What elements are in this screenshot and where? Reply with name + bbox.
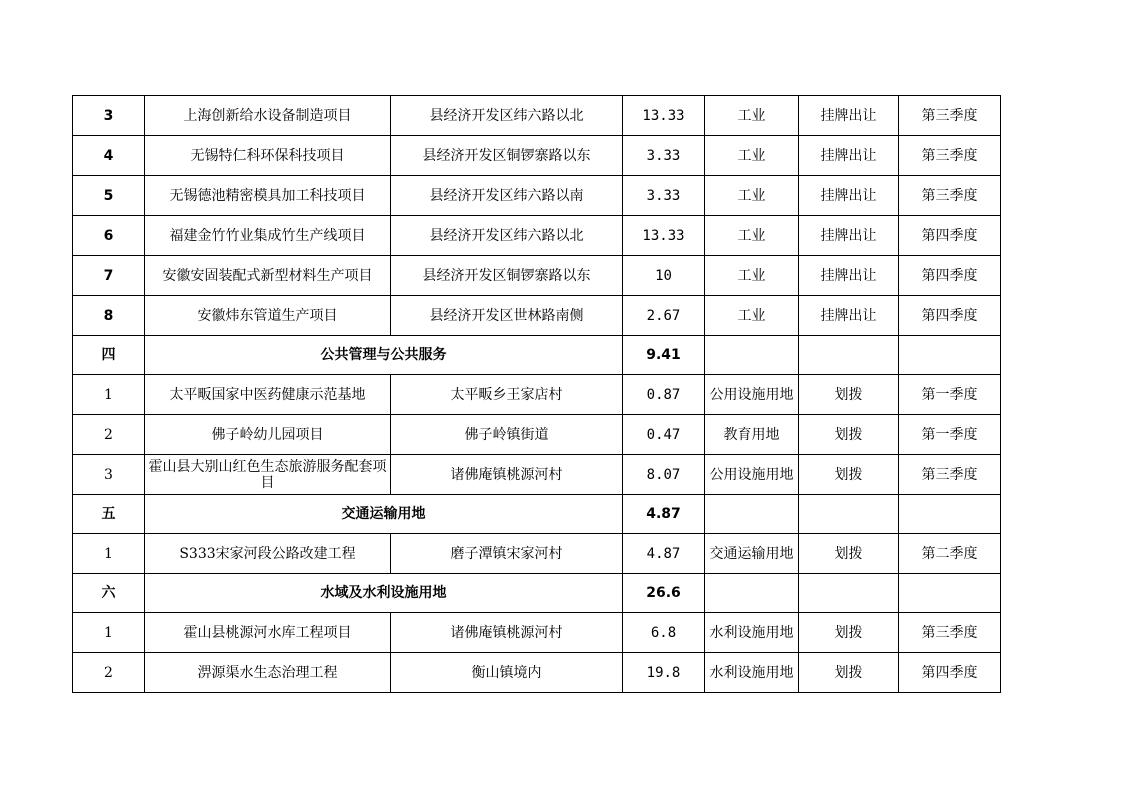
- land-area: 0.47: [623, 415, 705, 455]
- project-location: 县经济开发区世林路南侧: [391, 296, 623, 336]
- land-area: 0.87: [623, 375, 705, 415]
- row-number: 8: [73, 296, 145, 336]
- land-use: 工业: [705, 136, 799, 176]
- project-location: 诸佛庵镇桃源河村: [391, 613, 623, 653]
- empty-cell: [799, 495, 899, 534]
- empty-cell: [705, 495, 799, 534]
- row-number: 5: [73, 176, 145, 216]
- land-area: 4.87: [623, 534, 705, 574]
- section-number: 四: [73, 336, 145, 375]
- row-number: 3: [73, 455, 145, 495]
- section-row: [73, 336, 1001, 375]
- section-area: 9.41: [623, 336, 705, 375]
- supply-method: 挂牌出让: [799, 96, 899, 136]
- table-row: [73, 216, 1001, 256]
- row-number: 1: [73, 613, 145, 653]
- land-use: 工业: [705, 256, 799, 296]
- supply-method: 挂牌出让: [799, 296, 899, 336]
- table-row: [73, 415, 1001, 455]
- supply-method: 挂牌出让: [799, 216, 899, 256]
- project-name: 安徽安固装配式新型材料生产项目: [145, 256, 391, 296]
- table-row: [73, 296, 1001, 336]
- table-row: [73, 613, 1001, 653]
- supply-method: 划拨: [799, 613, 899, 653]
- section-area: 4.87: [623, 495, 705, 534]
- supply-quarter: 第三季度: [899, 96, 1001, 136]
- project-name: 上海创新给水设备制造项目: [145, 96, 391, 136]
- supply-quarter: 第三季度: [899, 176, 1001, 216]
- supply-method: 挂牌出让: [799, 136, 899, 176]
- row-number: 7: [73, 256, 145, 296]
- section-title: 交通运输用地: [145, 495, 623, 534]
- supply-quarter: 第二季度: [899, 534, 1001, 574]
- land-area: 3.33: [623, 136, 705, 176]
- land-use: 工业: [705, 96, 799, 136]
- project-location: 太平畈乡王家店村: [391, 375, 623, 415]
- project-location: 县经济开发区纬六路以南: [391, 176, 623, 216]
- supply-method: 划拨: [799, 415, 899, 455]
- section-number: 六: [73, 574, 145, 613]
- land-use: 工业: [705, 176, 799, 216]
- land-area: 13.33: [623, 96, 705, 136]
- supply-method: 划拨: [799, 534, 899, 574]
- project-location: 县经济开发区铜锣寨路以东: [391, 256, 623, 296]
- supply-quarter: 第四季度: [899, 216, 1001, 256]
- table-row: [73, 455, 1001, 495]
- section-title: 水域及水利设施用地: [145, 574, 623, 613]
- table-row: [73, 176, 1001, 216]
- section-number: 五: [73, 495, 145, 534]
- land-area: 6.8: [623, 613, 705, 653]
- table-row: [73, 534, 1001, 574]
- supply-method: 挂牌出让: [799, 176, 899, 216]
- project-location: 诸佛庵镇桃源河村: [391, 455, 623, 495]
- land-use: 公用设施用地: [705, 455, 799, 495]
- section-row: [73, 574, 1001, 613]
- project-name: 霍山县桃源河水库工程项目: [145, 613, 391, 653]
- project-location: 县经济开发区纬六路以北: [391, 216, 623, 256]
- row-number: 6: [73, 216, 145, 256]
- supply-quarter: 第四季度: [899, 256, 1001, 296]
- section-row: [73, 495, 1001, 534]
- land-use: 教育用地: [705, 415, 799, 455]
- project-location: 衡山镇境内: [391, 653, 623, 693]
- project-location: 县经济开发区纬六路以北: [391, 96, 623, 136]
- project-name: 佛子岭幼儿园项目: [145, 415, 391, 455]
- table-row: [73, 96, 1001, 136]
- project-name: 无锡德池精密模具加工科技项目: [145, 176, 391, 216]
- project-name: 淠源渠水生态治理工程: [145, 653, 391, 693]
- table-body: [73, 96, 1001, 693]
- supply-quarter: 第一季度: [899, 375, 1001, 415]
- table-row: [73, 256, 1001, 296]
- empty-cell: [899, 574, 1001, 613]
- land-area: 2.67: [623, 296, 705, 336]
- supply-quarter: 第四季度: [899, 296, 1001, 336]
- land-use: 水利设施用地: [705, 613, 799, 653]
- table-row: [73, 375, 1001, 415]
- land-supply-table: [72, 95, 1001, 693]
- row-number: 4: [73, 136, 145, 176]
- table-row: [73, 136, 1001, 176]
- row-number: 2: [73, 653, 145, 693]
- land-area: 19.8: [623, 653, 705, 693]
- project-name: 无锡特仁科环保科技项目: [145, 136, 391, 176]
- project-name: 安徽炜东管道生产项目: [145, 296, 391, 336]
- land-area: 3.33: [623, 176, 705, 216]
- row-number: 1: [73, 534, 145, 574]
- row-number: 1: [73, 375, 145, 415]
- row-number: 3: [73, 96, 145, 136]
- empty-cell: [705, 574, 799, 613]
- supply-method: 划拨: [799, 455, 899, 495]
- land-use: 公用设施用地: [705, 375, 799, 415]
- supply-quarter: 第三季度: [899, 136, 1001, 176]
- project-location: 佛子岭镇街道: [391, 415, 623, 455]
- empty-cell: [705, 336, 799, 375]
- land-area: 8.07: [623, 455, 705, 495]
- supply-method: 划拨: [799, 653, 899, 693]
- row-number: 2: [73, 415, 145, 455]
- project-name: 太平畈国家中医药健康示范基地: [145, 375, 391, 415]
- section-area: 26.6: [623, 574, 705, 613]
- project-location: 磨子潭镇宋家河村: [391, 534, 623, 574]
- supply-quarter: 第三季度: [899, 613, 1001, 653]
- project-name: 霍山县大别山红色生态旅游服务配套项目: [145, 455, 391, 495]
- supply-quarter: 第一季度: [899, 415, 1001, 455]
- table-row: [73, 653, 1001, 693]
- land-area: 13.33: [623, 216, 705, 256]
- project-name: 福建金竹竹业集成竹生产线项目: [145, 216, 391, 256]
- land-use: 交通运输用地: [705, 534, 799, 574]
- empty-cell: [799, 336, 899, 375]
- land-use: 工业: [705, 216, 799, 256]
- supply-quarter: 第三季度: [899, 455, 1001, 495]
- section-title: 公共管理与公共服务: [145, 336, 623, 375]
- land-use: 工业: [705, 296, 799, 336]
- empty-cell: [899, 495, 1001, 534]
- land-use: 水利设施用地: [705, 653, 799, 693]
- supply-method: 挂牌出让: [799, 256, 899, 296]
- supply-quarter: 第四季度: [899, 653, 1001, 693]
- project-name: S333宋家河段公路改建工程: [145, 534, 391, 574]
- project-location: 县经济开发区铜锣寨路以东: [391, 136, 623, 176]
- supply-method: 划拨: [799, 375, 899, 415]
- empty-cell: [799, 574, 899, 613]
- empty-cell: [899, 336, 1001, 375]
- land-area: 10: [623, 256, 705, 296]
